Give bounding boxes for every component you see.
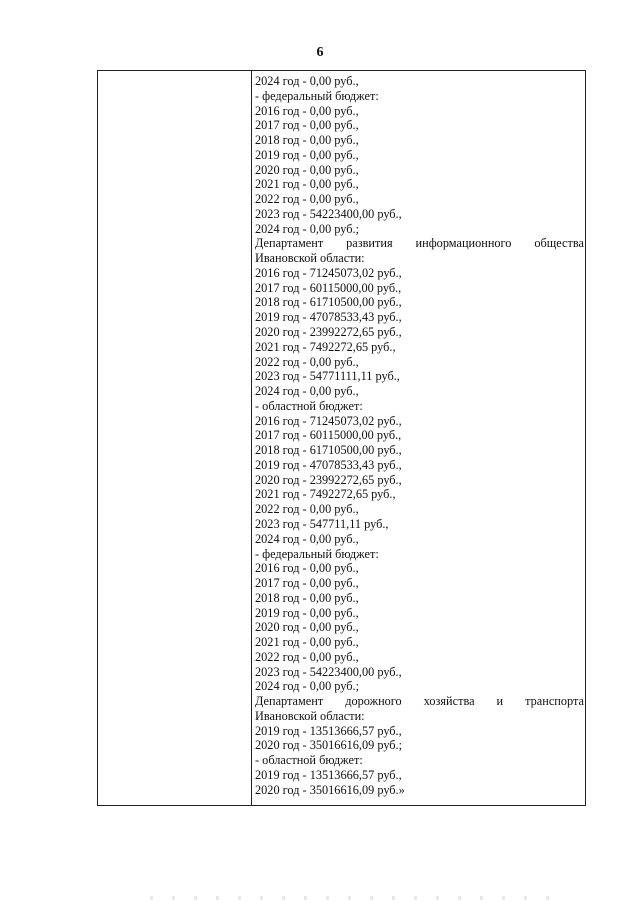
text-line: 2022 год - 0,00 руб., (255, 649, 359, 664)
text-word: информационного (415, 236, 512, 251)
text-line: 2018 год - 61710500,00 руб., (255, 295, 402, 310)
text-line: 2023 год - 54223400,00 руб., (255, 206, 402, 221)
text-line: 2021 год - 0,00 руб., (255, 177, 359, 192)
text-line: Ивановской области: (255, 251, 365, 266)
text-line: - федеральный бюджет: (255, 546, 379, 561)
document-table (97, 70, 586, 806)
text-line: Ивановской области: (255, 708, 365, 723)
text-line: 2018 год - 0,00 руб., (255, 590, 359, 605)
text-line: 2022 год - 0,00 руб., (255, 354, 359, 369)
text-line: - областной бюджет: (255, 398, 363, 413)
text-line: 2019 год - 47078533,43 руб., (255, 310, 402, 325)
text-line: 2016 год - 0,00 руб., (255, 561, 359, 576)
text-line: 2017 год - 60115000,00 руб., (255, 280, 402, 295)
page-number: 6 (316, 45, 324, 60)
text-word: развития (346, 236, 393, 251)
table-right-cell (252, 71, 585, 805)
text-line: 2024 год - 0,00 руб.; (255, 221, 360, 236)
text-line: 2019 год - 47078533,43 руб., (255, 457, 402, 472)
text-word: общества (534, 236, 584, 251)
text-line: 2021 год - 0,00 руб., (255, 635, 359, 650)
text-line: 2018 год - 61710500,00 руб., (255, 443, 402, 458)
text-line: 2020 год - 23992272,65 руб., (255, 472, 402, 487)
text-line: 2019 год - 13513666,57 руб., (255, 723, 402, 738)
table-left-cell (98, 71, 252, 805)
text-line: 2020 год - 0,00 руб., (255, 162, 359, 177)
text-line: 2020 год - 23992272,65 руб., (255, 325, 402, 340)
text-line: 2019 год - 0,00 руб., (255, 147, 359, 162)
text-line: 2024 год - 0,00 руб., (255, 531, 359, 546)
text-line: - федеральный бюджет: (255, 88, 379, 103)
text-line: 2016 год - 71245073,02 руб., (255, 413, 402, 428)
text-word: дорожного (345, 694, 402, 709)
text-line (254, 236, 585, 251)
text-line: 2024 год - 0,00 руб.; (255, 679, 360, 694)
text-line: 2016 год - 0,00 руб., (255, 103, 359, 118)
text-line: 2017 год - 0,00 руб., (255, 118, 359, 133)
text-line: 2020 год - 0,00 руб., (255, 620, 359, 635)
text-line (254, 694, 585, 709)
text-line: 2023 год - 547711,11 руб., (255, 516, 389, 531)
text-line: 2024 год - 0,00 руб., (255, 74, 359, 88)
text-word: Департамент (255, 694, 324, 709)
footer-faint-stamp (150, 896, 550, 900)
text-line: 2021 год - 7492272,65 руб., (255, 339, 396, 354)
text-word: и (496, 694, 504, 709)
text-word: хозяйства (423, 694, 475, 709)
text-line: - областной бюджет: (255, 753, 363, 768)
text-line: 2021 год - 7492272,65 руб., (255, 487, 396, 502)
text-line: 2017 год - 60115000,00 руб., (255, 428, 402, 443)
text-line: 2018 год - 0,00 руб., (255, 133, 359, 148)
text-line: 2024 год - 0,00 руб., (255, 384, 359, 399)
text-line: 2023 год - 54223400,00 руб., (255, 664, 402, 679)
text-line: 2019 год - 13513666,57 руб., (255, 767, 402, 782)
text-line: 2017 год - 0,00 руб., (255, 576, 359, 591)
text-line: 2023 год - 54771111,11 руб., (255, 369, 400, 384)
text-line: 2016 год - 71245073,02 руб., (255, 265, 402, 280)
text-word: Департамент (255, 236, 324, 251)
text-line: 2022 год - 0,00 руб., (255, 502, 359, 517)
text-line: 2020 год - 35016616,09 руб.; (255, 738, 403, 753)
text-word: транспорта (525, 694, 584, 709)
text-line: 2020 год - 35016616,09 руб.» (255, 782, 405, 797)
text-line: 2019 год - 0,00 руб., (255, 605, 359, 620)
text-line: 2022 год - 0,00 руб., (255, 192, 359, 207)
